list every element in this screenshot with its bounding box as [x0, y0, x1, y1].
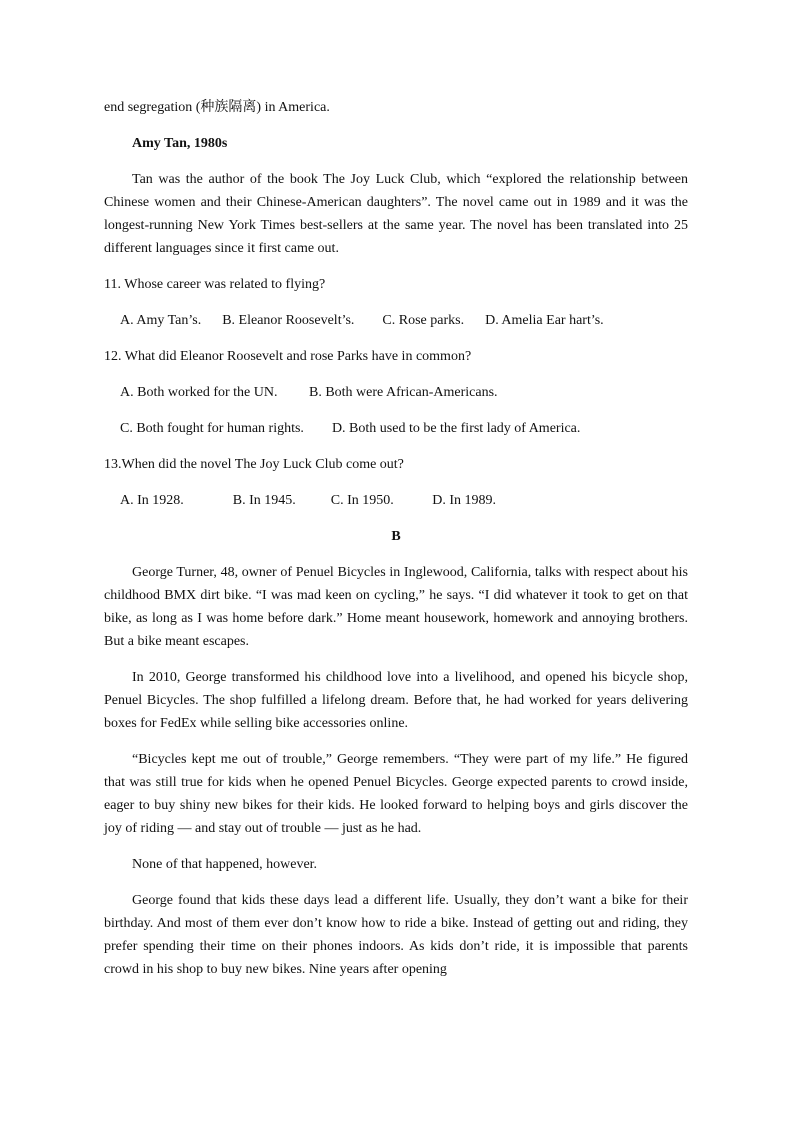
q13-option-b: B. In 1945.	[232, 493, 296, 508]
question-12-options-row-2	[104, 417, 688, 440]
question-11-options	[104, 309, 688, 332]
question-12-stem: 12. What did Eleanor Roosevelt and rose Parks have in common?	[104, 349, 472, 364]
question-11-stem: 11. Whose career was related to flying?	[104, 277, 326, 292]
section-b-paragraph-2: In 2010, George transformed his childhood love into a livelihood, and opened his bicycle shop, Penuel Bicycles. The shop fulfilled a lifelong dream. Before that, he had worked for years delivering boxes for FedEx while selling bike accessories online.	[104, 670, 688, 731]
amy-tan-paragraph: Tan was the author of the book The Joy Luck Club, which “explored the relationship between Chinese women and their Chinese-American daughters”. The novel came out in 1989 and it was the longest-running New York Times best-sellers at the same year. The novel has been translated into 25 different languages since it first came out.	[104, 172, 688, 256]
q11-option-c: C. Rose parks.	[382, 313, 465, 328]
section-b-paragraph-4: None of that happened, however.	[132, 857, 318, 872]
question-13-options	[104, 489, 688, 512]
q13-option-d: D. In 1989.	[432, 493, 497, 508]
q12-option-d: D. Both used to be the first lady of America.	[331, 421, 581, 436]
q13-option-c: C. In 1950.	[330, 493, 394, 508]
amy-tan-heading: Amy Tan, 1980s	[132, 136, 228, 151]
q12-option-c: C. Both fought for human rights.	[120, 421, 304, 436]
q11-option-b: B. Eleanor Roosevelt’s.	[222, 313, 355, 328]
section-b-heading: B	[391, 529, 401, 544]
section-b-paragraph-1: George Turner, 48, owner of Penuel Bicycles in Inglewood, California, talks with respect about his childhood BMX dirt bike. “I was mad keen on cycling,” he says. “I did whatever it took to get on that bike, as long as I was home before dark.” Home meant housework, homework and annoying brothers. But a bike meant escapes.	[104, 565, 688, 649]
section-b-paragraph-5: George found that kids these days lead a different life. Usually, they don’t want a bike for their birthday. And most of them ever don’t know how to ride a bike. Instead of getting out and riding, they prefer spending their time on their phones indoors. As kids don’t ride, it is impossible that parents crowd in his shop to buy new bikes. Nine years after opening	[104, 893, 688, 977]
q11-option-d: D. Amelia Ear hart’s.	[485, 313, 604, 328]
intro-line: end segregation (种族隔离) in America.	[104, 100, 330, 115]
q12-option-a: A. Both worked for the UN.	[120, 385, 278, 400]
section-b-paragraph-3: “Bicycles kept me out of trouble,” George remembers. “They were part of my life.” He figured that was still true for kids when he opened Penuel Bicycles. George expected parents to crowd inside, eager to buy shiny new bikes for their kids. He looked forward to helping boys and girls discover the joy of riding — and stay out of trouble — just as he had.	[104, 752, 688, 836]
q12-option-b: B. Both were African-Americans.	[308, 385, 498, 400]
q11-option-a: A. Amy Tan’s.	[120, 313, 202, 328]
question-13-stem: 13.When did the novel The Joy Luck Club come out?	[104, 457, 404, 472]
question-12-options-row-1	[104, 381, 688, 404]
q13-option-a: A. In 1928.	[120, 493, 184, 508]
document-content	[104, 96, 688, 981]
